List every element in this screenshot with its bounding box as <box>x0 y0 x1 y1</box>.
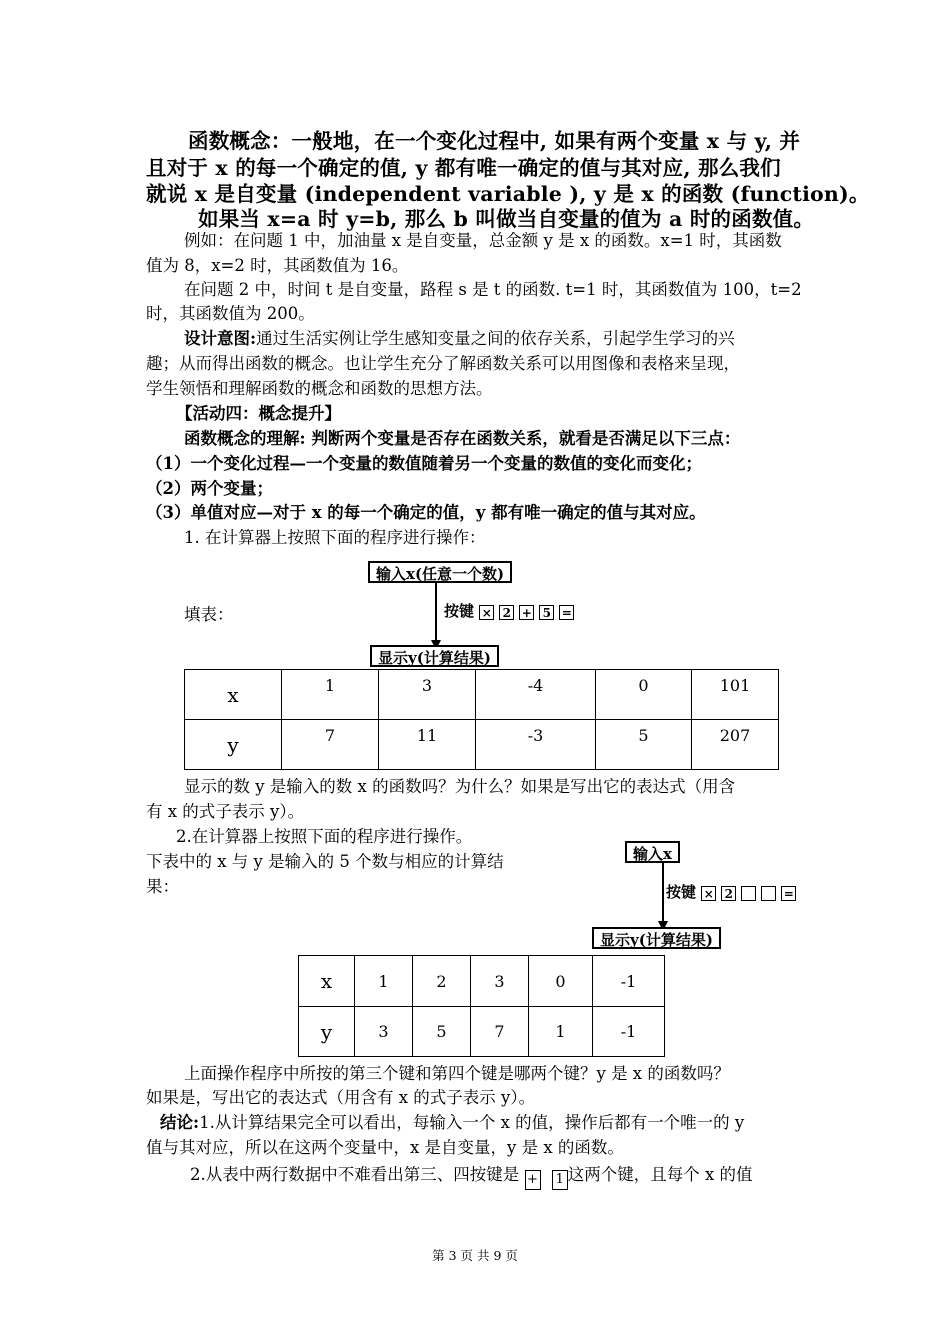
example-line-1: 例如：在问题 1 中，加油量 x 是自变量，总金额 y 是 x 的函数。x=1 时，其函数 <box>184 231 782 250</box>
conclusion-line-2: 值与其对应，所以在这两个变量中，x 是自变量，y 是 x 的函数。 <box>146 1138 624 1157</box>
table-cell: 2 <box>413 956 471 1007</box>
plus-key-inline: + <box>525 1170 541 1190</box>
table-cell: 1 <box>282 670 379 720</box>
definition-line-2: 且对于 x 的每一个确定的值, y 都有唯一确定的值与其对应, 那么我们 <box>146 156 781 180</box>
conclusion-text-3b: 这两个键，且每个 x 的值 <box>567 1165 753 1184</box>
blank-key-4 <box>761 886 776 901</box>
design-intent-line-3: 学生领悟和理解函数的概念和函数的思想方法。 <box>146 379 493 398</box>
table-row <box>299 1007 665 1057</box>
table-cell: 11 <box>379 720 476 770</box>
table-cell: 207 <box>692 720 779 770</box>
table-cell: 3 <box>379 670 476 720</box>
table-header-y: y <box>185 720 282 770</box>
conclusion-line-3 <box>190 1161 753 1190</box>
definition-line-4: 如果当 x=a 时 y=b, 那么 b 叫做当自变量的值为 a 时的函数值。 <box>198 207 815 231</box>
design-intent-label: 设计意图: <box>184 329 257 348</box>
definition-line-3: 就说 x 是自变量 (independent variable ), y 是 x 的函数 (function)。 <box>146 182 870 206</box>
concept-understanding: 函数概念的理解: 判断两个变量是否存在函数关系，就看是否满足以下三点： <box>184 429 741 448</box>
table-header-x: x <box>185 670 282 720</box>
plus-key: + <box>519 605 534 620</box>
table-row <box>185 670 779 720</box>
design-intent-line-2: 趣；从而得出函数的概念。也让学生充分了解函数关系可以用图像和表格来呈现， <box>146 354 740 373</box>
table-cell: -3 <box>476 720 596 770</box>
table-cell: 7 <box>282 720 379 770</box>
table-cell: 3 <box>355 1007 413 1057</box>
table-cell: -1 <box>593 956 665 1007</box>
question-2-line-2: 如果是，写出它的表达式（用含有 x 的式子表示 y）。 <box>146 1088 536 1107</box>
flow2-keys-label: 按键 <box>666 883 697 901</box>
flow1-input-box: 输入x(任意一个数) <box>368 561 512 583</box>
table-2 <box>298 955 665 1057</box>
blank-key-3 <box>741 886 756 901</box>
flow2-keys <box>666 881 801 902</box>
table-cell: 7 <box>471 1007 529 1057</box>
table-header-y: y <box>299 1007 355 1057</box>
fill-table-label: 填表： <box>184 605 234 624</box>
table-cell: 3 <box>471 956 529 1007</box>
flow1-keys-label: 按键 <box>444 602 475 620</box>
table-cell: 5 <box>596 720 692 770</box>
activity-title: 【活动四：概念提升】 <box>176 404 341 423</box>
question-1-line-1: 显示的数 y 是输入的数 x 的函数吗？为什么？如果是写出它的表达式（用含 <box>184 777 736 796</box>
key-2: 2 <box>721 886 736 901</box>
multiply-key: × <box>479 605 494 620</box>
equals-key: = <box>781 886 796 901</box>
question-2-desc-line-1: 下表中的 x 与 y 是输入的 5 个数与相应的计算结 <box>146 852 504 871</box>
flow1-keys <box>444 600 579 621</box>
point-3: （3）单值对应—对于 x 的每一个确定的值，y 都有唯一确定的值与其对应。 <box>146 503 706 522</box>
table-cell: 0 <box>529 956 593 1007</box>
example-line-2: 值为 8，x=2 时，其函数值为 16。 <box>146 256 409 275</box>
conclusion-line-1 <box>160 1109 744 1133</box>
example-line-3: 在问题 2 中，时间 t 是自变量，路程 s 是 t 的函数. t=1 时，其函数值为 100，t=2 <box>184 280 802 299</box>
conclusion-text-1: 1.从计算结果完全可以看出，每输入一个 x 的值，操作后都有一个唯一的 y <box>199 1113 745 1132</box>
table-header-x: x <box>299 956 355 1007</box>
key-5: 5 <box>539 605 554 620</box>
question-2-intro: 2.在计算器上按照下面的程序进行操作。 <box>176 827 473 846</box>
flow2-arrow-line <box>662 863 664 924</box>
design-intent-line-1 <box>184 325 735 349</box>
table-row <box>185 720 779 770</box>
definition-line-1: 函数概念：一般地，在一个变化过程中, 如果有两个变量 x 与 y, 并 <box>188 129 801 153</box>
flow1-output-box: 显示y(计算结果) <box>370 645 499 667</box>
conclusion-label: 结论: <box>160 1113 200 1132</box>
equals-key: = <box>559 605 574 620</box>
design-intent-text: 通过生活实例让学生感知变量之间的依存关系，引起学生学习的兴 <box>256 329 735 348</box>
table-cell: 5 <box>413 1007 471 1057</box>
table-cell: -4 <box>476 670 596 720</box>
page-footer: 第 3 页 共 9 页 <box>432 1248 518 1263</box>
example-line-4: 时，其函数值为 200。 <box>146 304 315 323</box>
question-2-desc-line-2: 果： <box>146 877 179 896</box>
flow1-arrow-line <box>435 583 437 643</box>
table-cell: 0 <box>596 670 692 720</box>
table-cell: 1 <box>355 956 413 1007</box>
key-2: 2 <box>499 605 514 620</box>
point-1: （1）一个变化过程—一个变量的数值随着另一个变量的数值的变化而变化； <box>146 454 702 473</box>
table-cell: 101 <box>692 670 779 720</box>
table-1 <box>184 669 779 770</box>
table-cell: 1 <box>529 1007 593 1057</box>
one-key-inline: 1 <box>552 1170 568 1190</box>
flow2-output-box: 显示y(计算结果) <box>592 927 721 949</box>
point-2: （2）两个变量； <box>146 479 273 498</box>
table-cell: -1 <box>593 1007 665 1057</box>
conclusion-text-3a: 2.从表中两行数据中不难看出第三、四按键是 <box>190 1165 520 1184</box>
question-1-intro: 1. 在计算器上按照下面的程序进行操作： <box>184 528 486 547</box>
question-2-line-1: 上面操作程序中所按的第三个键和第四个键是哪两个键？y 是 x 的函数吗？ <box>184 1064 730 1083</box>
flow2-input-box: 输入x <box>625 841 680 863</box>
table-row <box>299 956 665 1007</box>
question-1-line-2: 有 x 的式子表示 y）。 <box>146 802 305 821</box>
multiply-key: × <box>701 886 716 901</box>
